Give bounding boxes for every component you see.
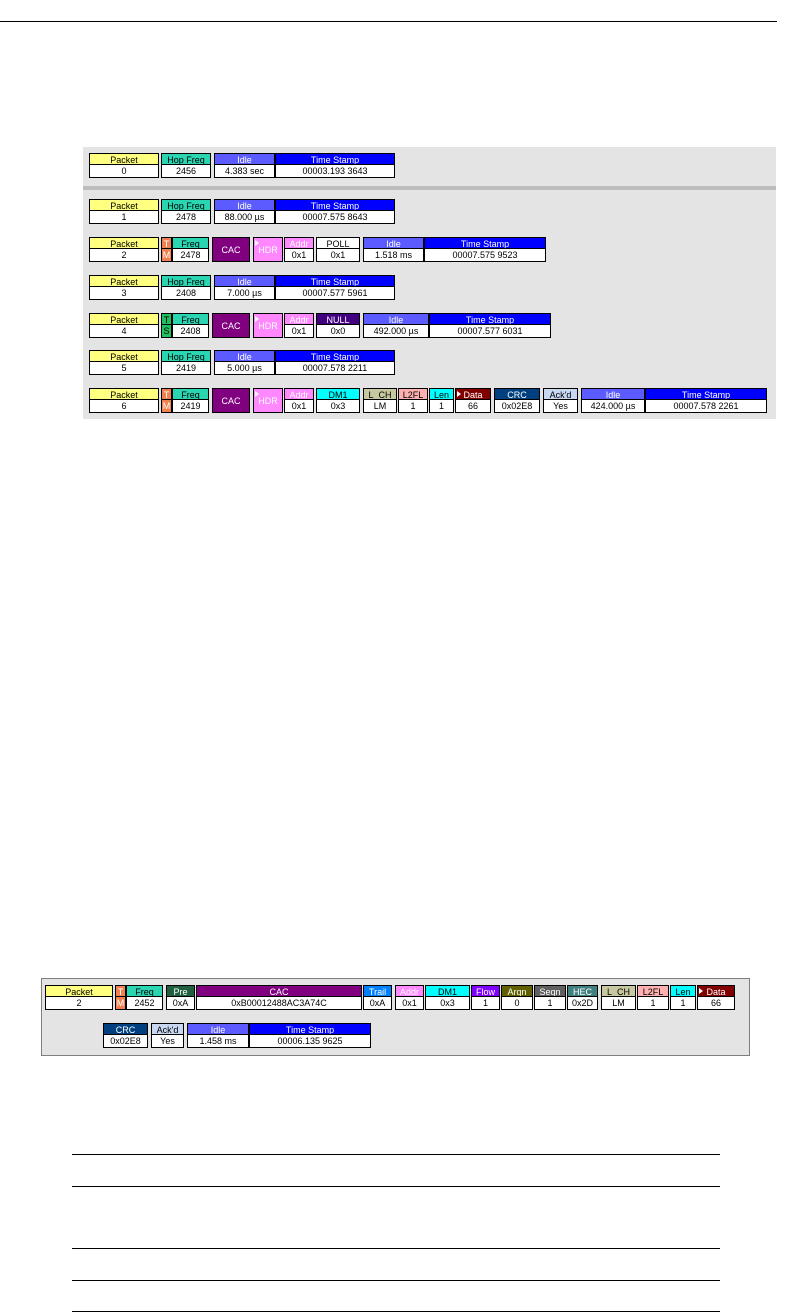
hop-freq-value: 2478: [161, 211, 211, 224]
data-label: Data: [697, 985, 735, 997]
ackd-value: Yes: [543, 400, 578, 413]
idle-label: Idle: [187, 1023, 249, 1035]
addr-value: 0x1: [284, 400, 314, 413]
idle-label: Idle: [581, 388, 645, 400]
timestamp-label: Time Stamp: [249, 1023, 371, 1035]
l2fl-value: 1: [637, 997, 669, 1010]
timestamp-value: 00007.575 9523: [424, 249, 546, 262]
header-rule: [0, 21, 777, 22]
table-rule-2: [72, 1186, 720, 1187]
len-label: Len: [429, 388, 454, 400]
arqn-label: Arqn: [501, 985, 533, 997]
packet-row-4[interactable]: [89, 313, 554, 338]
packet-type-value: 0x0: [316, 325, 360, 338]
idle-label: Idle: [214, 199, 275, 211]
addr-value: 0x1: [284, 325, 314, 338]
hdr-block: HDR: [253, 237, 283, 262]
type-t-label: T: [161, 388, 172, 400]
packet-type-value: 0x3: [316, 400, 360, 413]
timestamp-label: Time Stamp: [275, 275, 395, 287]
idle-value: 424.000 µs: [581, 400, 645, 413]
type-t-value: M: [162, 250, 171, 260]
hdr-block: HDR: [253, 313, 283, 338]
packet-row-3[interactable]: [89, 275, 398, 300]
type-t-label: T: [161, 313, 172, 325]
idle-value: 1.458 ms: [187, 1035, 249, 1048]
packet-label: Packet: [89, 313, 159, 325]
data-label: Data: [455, 388, 491, 400]
cac-block: CAC: [212, 313, 250, 338]
packet-number: 2: [45, 997, 113, 1010]
hop-freq-label: Hop Freq: [161, 350, 211, 362]
trail-label: Trail: [363, 985, 392, 997]
packet-list-separator: [83, 186, 776, 190]
timestamp-label: Time Stamp: [275, 199, 395, 211]
packet-label: Packet: [89, 275, 159, 287]
pre-value: 0xA: [166, 997, 195, 1010]
hop-freq-label: Hop Freq: [161, 153, 211, 165]
hop-freq-value: 2408: [161, 287, 211, 300]
packet-number: 3: [89, 287, 159, 300]
ackd-value: Yes: [151, 1035, 184, 1048]
packet-label: Packet: [89, 199, 159, 211]
cac-block: CAC: [212, 388, 250, 413]
idle-value: 1.518 ms: [363, 249, 424, 262]
packet-number: 0: [89, 165, 159, 178]
timestamp-value: 00007.575 8643: [275, 211, 395, 224]
timestamp-value: 00003.193 3643: [275, 165, 395, 178]
type-t-value: M: [162, 401, 171, 411]
l2fl-label: L2FL: [398, 388, 428, 400]
packet-type-value: 0x1: [316, 249, 360, 262]
trail-value: 0xA: [363, 997, 392, 1010]
packet-type-label: DM1: [316, 388, 360, 400]
packet-number: 6: [89, 400, 159, 413]
freq-value: 2419: [172, 400, 209, 413]
len-label: Len: [670, 985, 696, 997]
idle-value: 492.000 µs: [363, 325, 429, 338]
cac-block: CAC: [212, 237, 250, 262]
packet-label: Packet: [89, 153, 159, 165]
len-value: 1: [429, 400, 454, 413]
addr-value: 0x1: [395, 997, 424, 1010]
timestamp-label: Time Stamp: [275, 350, 395, 362]
crc-label: CRC: [494, 388, 540, 400]
timestamp-label: Time Stamp: [429, 313, 551, 325]
freq-value: 2478: [172, 249, 209, 262]
packet-type-label: NULL: [316, 313, 360, 325]
timestamp-value: 00007.578 2261: [645, 400, 767, 413]
table-rule-5: [72, 1311, 720, 1312]
freq-label: Freq: [172, 388, 209, 400]
addr-label: Addr: [284, 237, 314, 249]
packet-row-2[interactable]: [89, 237, 549, 262]
l2fl-value: 1: [398, 400, 428, 413]
hop-freq-value: 2456: [161, 165, 211, 178]
pre-label: Pre: [166, 985, 195, 997]
timestamp-label: Time Stamp: [275, 153, 395, 165]
hop-freq-label: Hop Freq: [161, 199, 211, 211]
packet-label: Packet: [89, 237, 159, 249]
addr-label: Addr: [284, 313, 314, 325]
type-t-value: M: [116, 998, 125, 1008]
table-rule-3: [72, 1248, 720, 1249]
idle-value: 5.000 µs: [214, 362, 275, 375]
data-value: 66: [697, 997, 735, 1010]
ackd-label: Ack'd: [543, 388, 578, 400]
idle-label: Idle: [214, 350, 275, 362]
flow-value: 1: [471, 997, 500, 1010]
freq-value: 2452: [126, 997, 163, 1010]
packet-number: 4: [89, 325, 159, 338]
hop-freq-value: 2419: [161, 362, 211, 375]
packet-detail-row-1[interactable]: [45, 985, 735, 1010]
lch-label: L_CH: [601, 985, 636, 997]
ackd-label: Ack'd: [151, 1023, 184, 1035]
timestamp-label: Time Stamp: [424, 237, 546, 249]
crc-value: 0x02E8: [494, 400, 540, 413]
packet-label: Packet: [89, 350, 159, 362]
packet-row-5[interactable]: [89, 350, 398, 375]
packet-row-0[interactable]: [89, 153, 398, 178]
lch-value: LM: [363, 400, 397, 413]
packet-detail-row-2[interactable]: [103, 1023, 371, 1048]
dm1-label: DM1: [425, 985, 470, 997]
idle-label: Idle: [214, 275, 275, 287]
idle-value: 88.000 µs: [214, 211, 275, 224]
type-t-value: S: [161, 325, 172, 338]
idle-label: Idle: [363, 237, 424, 249]
timestamp-value: 00007.577 6031: [429, 325, 551, 338]
packet-row-1[interactable]: [89, 199, 398, 224]
freq-label: Freq: [172, 237, 209, 249]
freq-label: Freq: [126, 985, 163, 997]
l2fl-label: L2FL: [637, 985, 669, 997]
dm1-value: 0x3: [425, 997, 470, 1010]
cac-value: 0xB00012488AC3A74C: [196, 997, 362, 1010]
packet-type-label: POLL: [316, 237, 360, 249]
packet-row-6[interactable]: [89, 388, 767, 413]
idle-label: Idle: [363, 313, 429, 325]
hec-value: 0x2D: [567, 997, 598, 1010]
timestamp-value: 00006.135 9625: [249, 1035, 371, 1048]
freq-label: Freq: [172, 313, 209, 325]
type-t-label: T: [115, 985, 126, 997]
hec-label: HEC: [567, 985, 598, 997]
cac-label: CAC: [196, 985, 362, 997]
packet-number: 2: [89, 249, 159, 262]
addr-value: 0x1: [284, 249, 314, 262]
timestamp-value: 00007.577 5961: [275, 287, 395, 300]
data-value: 66: [455, 400, 491, 413]
idle-value: 7.000 µs: [214, 287, 275, 300]
timestamp-value: 00007.578 2211: [275, 362, 395, 375]
seqn-value: 1: [534, 997, 566, 1010]
addr-label: Addr: [284, 388, 314, 400]
idle-label: Idle: [214, 153, 275, 165]
hop-freq-label: Hop Freq: [161, 275, 211, 287]
crc-value: 0x02E8: [103, 1035, 148, 1048]
len-value: 1: [670, 997, 696, 1010]
table-rule-1: [72, 1154, 720, 1155]
addr-label: Addr: [395, 985, 424, 997]
idle-value: 4.383 sec: [214, 165, 275, 178]
arqn-value: 0: [501, 997, 533, 1010]
timestamp-label: Time Stamp: [645, 388, 767, 400]
packet-label: Packet: [89, 388, 159, 400]
type-t-label: T: [161, 237, 172, 249]
packet-number: 1: [89, 211, 159, 224]
lch-value: LM: [601, 997, 636, 1010]
packet-number: 5: [89, 362, 159, 375]
hdr-block: HDR: [253, 388, 283, 413]
flow-label: Flow: [471, 985, 500, 997]
table-rule-4: [72, 1280, 720, 1281]
seqn-label: Seqn: [534, 985, 566, 997]
crc-label: CRC: [103, 1023, 148, 1035]
packet-label: Packet: [45, 985, 113, 997]
lch-label: L_CH: [363, 388, 397, 400]
freq-value: 2408: [172, 325, 209, 338]
